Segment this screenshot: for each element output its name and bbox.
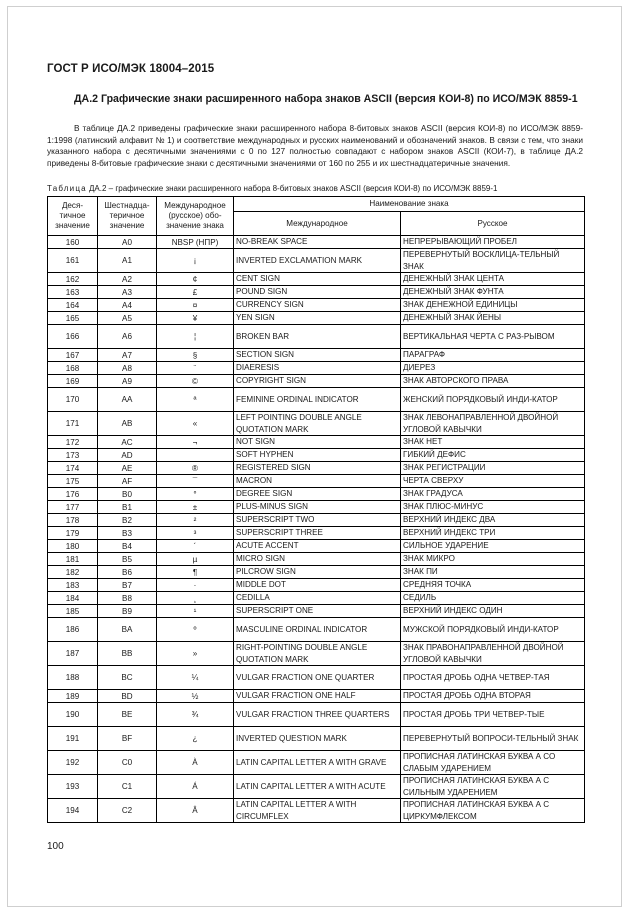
cell-hex: AD: [98, 449, 157, 462]
cell-russian: ДЕНЕЖНЫЙ ЗНАК ЙЕНЫ: [401, 312, 585, 325]
table-row: [48, 501, 585, 514]
cell-russian: ВЕРХНИЙ ИНДЕКС ОДИН: [401, 605, 585, 618]
table-row: [48, 488, 585, 501]
cell-international: MACRON: [234, 475, 401, 488]
cell-hex: A2: [98, 273, 157, 286]
cell-hex: BA: [98, 618, 157, 642]
table-row: [48, 592, 585, 605]
cell-symbol: °: [157, 488, 234, 501]
cell-decimal: 175: [48, 475, 98, 488]
cell-decimal: 163: [48, 286, 98, 299]
table-row: [48, 751, 585, 775]
cell-russian: ПРОПИСНАЯ ЛАТИНСКАЯ БУКВА А СО СЛАБЫМ УДАРЕНИЕМ: [401, 751, 585, 775]
cell-symbol: ¦: [157, 325, 234, 349]
cell-hex: A6: [98, 325, 157, 349]
cell-hex: A7: [98, 349, 157, 362]
cell-russian: МУЖСКОЙ ПОРЯДКОВЫЙ ИНДИ-КАТОР: [401, 618, 585, 642]
cell-hex: A1: [98, 249, 157, 273]
cell-russian: ПРОСТАЯ ДРОБЬ ОДНА ЧЕТВЕР-ТАЯ: [401, 666, 585, 690]
cell-hex: A0: [98, 236, 157, 249]
cell-international: SECTION SIGN: [234, 349, 401, 362]
cell-international: VULGAR FRACTION THREE QUARTERS: [234, 703, 401, 727]
cell-symbol: ¢: [157, 273, 234, 286]
cell-hex: C1: [98, 775, 157, 799]
cell-russian: ЖЕНСКИЙ ПОРЯДКОВЫЙ ИНДИ-КАТОР: [401, 388, 585, 412]
cell-symbol: º: [157, 618, 234, 642]
cell-symbol: «: [157, 412, 234, 436]
cell-symbol: [157, 449, 234, 462]
cell-decimal: 161: [48, 249, 98, 273]
cell-decimal: 190: [48, 703, 98, 727]
cell-hex: A3: [98, 286, 157, 299]
cell-decimal: 182: [48, 566, 98, 579]
table-row: [48, 566, 585, 579]
cell-international: REGISTERED SIGN: [234, 462, 401, 475]
cell-international: INVERTED EXCLAMATION MARK: [234, 249, 401, 273]
table-row: [48, 579, 585, 592]
cell-decimal: 179: [48, 527, 98, 540]
table-row: [48, 436, 585, 449]
cell-decimal: 189: [48, 690, 98, 703]
cell-hex: B8: [98, 592, 157, 605]
table-row: [48, 727, 585, 751]
intro-paragraph: В таблице ДА.2 приведены графические знаки расширенного набора 8-битовых знаков ASCII (версия КОИ-8) по ИСО/МЭК 8859-1:1998 (латинский алфавит № 1) и соответствие международных и русских наименований и обозначений знаков. В связи с тем, что знаки указанного набора с десятичными значениями с 0 по 127 полностью совпадают с набором знаков ASCII (КОИ-7), в таблице ДА.2 приведены 8-битовые графические знаки с десятичными значениями от 160 по 255 и их шестнадцатеричные значения.: [47, 123, 583, 168]
table-row: [48, 325, 585, 349]
intro-text: [47, 123, 583, 169]
cell-hex: B1: [98, 501, 157, 514]
table-row: [48, 388, 585, 412]
cell-symbol: ¤: [157, 299, 234, 312]
cell-russian: ДЕНЕЖНЫЙ ЗНАК ЦЕНТА: [401, 273, 585, 286]
cell-hex: BB: [98, 642, 157, 666]
table-row: [48, 412, 585, 436]
table-row: [48, 475, 585, 488]
caption-prefix: Таблица: [47, 184, 87, 193]
table-row: [48, 775, 585, 799]
header-name-group: Наименование знака: [234, 197, 585, 212]
cell-symbol: ®: [157, 462, 234, 475]
cell-russian: ПРОПИСНАЯ ЛАТИНСКАЯ БУКВА А С СИЛЬНЫМ УДАРЕНИЕМ: [401, 775, 585, 799]
cell-symbol: ¿: [157, 727, 234, 751]
cell-hex: B3: [98, 527, 157, 540]
table-body: [48, 236, 585, 823]
table-row: [48, 514, 585, 527]
cell-international: BROKEN BAR: [234, 325, 401, 349]
table-row: [48, 642, 585, 666]
page-number: 100: [47, 841, 64, 852]
cell-russian: ЗНАК ПИ: [401, 566, 585, 579]
cell-russian: ЗНАК ПЛЮС-МИНУС: [401, 501, 585, 514]
cell-russian: ЗНАК НЕТ: [401, 436, 585, 449]
cell-international: CENT SIGN: [234, 273, 401, 286]
cell-decimal: 171: [48, 412, 98, 436]
cell-international: MASCULINE ORDINAL INDICATOR: [234, 618, 401, 642]
cell-russian: СРЕДНЯЯ ТОЧКА: [401, 579, 585, 592]
cell-hex: C2: [98, 799, 157, 823]
cell-symbol: ¬: [157, 436, 234, 449]
cell-international: NOT SIGN: [234, 436, 401, 449]
cell-international: PLUS-MINUS SIGN: [234, 501, 401, 514]
cell-decimal: 170: [48, 388, 98, 412]
table-row: [48, 462, 585, 475]
cell-international: ACUTE ACCENT: [234, 540, 401, 553]
cell-russian: ГИБКИЙ ДЕФИС: [401, 449, 585, 462]
cell-decimal: 187: [48, 642, 98, 666]
cell-hex: BF: [98, 727, 157, 751]
cell-hex: B7: [98, 579, 157, 592]
cell-international: LATIN CAPITAL LETTER A WITH GRAVE: [234, 751, 401, 775]
table-row: [48, 618, 585, 642]
table-row: [48, 362, 585, 375]
cell-decimal: 186: [48, 618, 98, 642]
cell-international: SOFT HYPHEN: [234, 449, 401, 462]
cell-international: PILCROW SIGN: [234, 566, 401, 579]
cell-decimal: 167: [48, 349, 98, 362]
cell-symbol: ¾: [157, 703, 234, 727]
cell-russian: ПЕРЕВЕРНУТЫЙ ВОПРОСИ-ТЕЛЬНЫЙ ЗНАК: [401, 727, 585, 751]
cell-russian: ДЕНЕЖНЫЙ ЗНАК ФУНТА: [401, 286, 585, 299]
cell-hex: B5: [98, 553, 157, 566]
table-row: [48, 449, 585, 462]
header-russian: Русское: [401, 212, 585, 236]
document-header: ГОСТ Р ИСО/МЭК 18004–2015: [47, 63, 215, 75]
cell-russian: ПЕРЕВЕРНУТЫЙ ВОСКЛИЦА-ТЕЛЬНЫЙ ЗНАК: [401, 249, 585, 273]
cell-russian: ПРОСТАЯ ДРОБЬ ОДНА ВТОРАЯ: [401, 690, 585, 703]
cell-russian: ВЕРХНИЙ ИНДЕКС ДВА: [401, 514, 585, 527]
cell-decimal: 185: [48, 605, 98, 618]
cell-hex: AE: [98, 462, 157, 475]
cell-hex: A8: [98, 362, 157, 375]
table-row: [48, 605, 585, 618]
cell-international: LATIN CAPITAL LETTER A WITH ACUTE: [234, 775, 401, 799]
cell-symbol: ¡: [157, 249, 234, 273]
cell-international: DEGREE SIGN: [234, 488, 401, 501]
cell-russian: СИЛЬНОЕ УДАРЕНИЕ: [401, 540, 585, 553]
cell-international: DIAERESIS: [234, 362, 401, 375]
cell-russian: ЗНАК ДЕНЕЖНОЙ ЕДИНИЦЫ: [401, 299, 585, 312]
cell-international: COPYRIGHT SIGN: [234, 375, 401, 388]
cell-international: CEDILLA: [234, 592, 401, 605]
cell-symbol: ´: [157, 540, 234, 553]
table-row: [48, 375, 585, 388]
cell-symbol: Á: [157, 775, 234, 799]
cell-russian: ПРОСТАЯ ДРОБЬ ТРИ ЧЕТВЕР-ТЫЕ: [401, 703, 585, 727]
header-decimal: Деся-тичное значение: [48, 197, 98, 236]
cell-symbol: »: [157, 642, 234, 666]
cell-hex: A9: [98, 375, 157, 388]
cell-decimal: 194: [48, 799, 98, 823]
cell-russian: ЗНАК ГРАДУСА: [401, 488, 585, 501]
cell-decimal: 173: [48, 449, 98, 462]
cell-decimal: 177: [48, 501, 98, 514]
cell-symbol: ¸: [157, 592, 234, 605]
cell-decimal: 162: [48, 273, 98, 286]
cell-hex: C0: [98, 751, 157, 775]
cell-decimal: 160: [48, 236, 98, 249]
cell-decimal: 168: [48, 362, 98, 375]
cell-international: INVERTED QUESTION MARK: [234, 727, 401, 751]
cell-decimal: 181: [48, 553, 98, 566]
table-row: [48, 540, 585, 553]
cell-symbol: ¼: [157, 666, 234, 690]
table-row: [48, 349, 585, 362]
cell-symbol: Â: [157, 799, 234, 823]
cell-russian: ВЕРХНИЙ ИНДЕКС ТРИ: [401, 527, 585, 540]
cell-russian: НЕПРЕРЫВАЮЩИЙ ПРОБЕЛ: [401, 236, 585, 249]
cell-hex: AC: [98, 436, 157, 449]
cell-hex: B6: [98, 566, 157, 579]
cell-russian: СЕДИЛЬ: [401, 592, 585, 605]
table-row: [48, 312, 585, 325]
cell-russian: ЗНАК РЕГИСТРАЦИИ: [401, 462, 585, 475]
cell-symbol: ¶: [157, 566, 234, 579]
cell-hex: B9: [98, 605, 157, 618]
cell-international: SUPERSCRIPT ONE: [234, 605, 401, 618]
cell-decimal: 178: [48, 514, 98, 527]
cell-hex: A4: [98, 299, 157, 312]
cell-symbol: ·: [157, 579, 234, 592]
cell-hex: B2: [98, 514, 157, 527]
cell-international: VULGAR FRACTION ONE HALF: [234, 690, 401, 703]
cell-russian: ЧЕРТА СВЕРХУ: [401, 475, 585, 488]
header-international: Международное: [234, 212, 401, 236]
cell-international: SUPERSCRIPT THREE: [234, 527, 401, 540]
cell-symbol: ½: [157, 690, 234, 703]
table-row: [48, 299, 585, 312]
cell-decimal: 188: [48, 666, 98, 690]
cell-russian: ПАРАГРАФ: [401, 349, 585, 362]
table-row: [48, 286, 585, 299]
cell-hex: B4: [98, 540, 157, 553]
cell-international: SUPERSCRIPT TWO: [234, 514, 401, 527]
cell-international: MICRO SIGN: [234, 553, 401, 566]
cell-decimal: 191: [48, 727, 98, 751]
cell-international: FEMININE ORDINAL INDICATOR: [234, 388, 401, 412]
table-row: [48, 553, 585, 566]
cell-decimal: 180: [48, 540, 98, 553]
cell-symbol: ²: [157, 514, 234, 527]
cell-russian: ЗНАК МИКРО: [401, 553, 585, 566]
cell-decimal: 184: [48, 592, 98, 605]
cell-hex: BE: [98, 703, 157, 727]
cell-decimal: 166: [48, 325, 98, 349]
cell-hex: B0: [98, 488, 157, 501]
table-row: [48, 527, 585, 540]
cell-international: POUND SIGN: [234, 286, 401, 299]
cell-decimal: 183: [48, 579, 98, 592]
caption-text: ДА.2 – графические знаки расширенного набора 8-битовых знаков ASCII (версия КОИ-8) по ИСО/МЭК 8859-1: [86, 184, 498, 193]
cell-hex: AF: [98, 475, 157, 488]
cell-international: RIGHT-POINTING DOUBLE ANGLE QUOTATION MARK: [234, 642, 401, 666]
table-row: [48, 690, 585, 703]
header-designation: Международное (русское) обо-значение знака: [157, 197, 234, 236]
cell-international: LATIN CAPITAL LETTER A WITH CIRCUMFLEX: [234, 799, 401, 823]
table-row: [48, 236, 585, 249]
cell-russian: ЗНАК ПРАВОНАПРАВЛЕННОЙ ДВОЙНОЙ УГЛОВОЙ КАВЫЧКИ: [401, 642, 585, 666]
table-row: [48, 273, 585, 286]
cell-hex: A5: [98, 312, 157, 325]
table-row: [48, 799, 585, 823]
table-row: [48, 703, 585, 727]
cell-russian: ПРОПИСНАЯ ЛАТИНСКАЯ БУКВА А С ЦИРКУМФЛЕКСОМ: [401, 799, 585, 823]
cell-decimal: 176: [48, 488, 98, 501]
cell-symbol: ¥: [157, 312, 234, 325]
cell-decimal: 172: [48, 436, 98, 449]
cell-symbol: ³: [157, 527, 234, 540]
cell-russian: ВЕРТИКАЛЬНАЯ ЧЕРТА С РАЗ-РЫВОМ: [401, 325, 585, 349]
cell-decimal: 164: [48, 299, 98, 312]
cell-hex: AA: [98, 388, 157, 412]
character-table: [47, 196, 585, 823]
cell-decimal: 193: [48, 775, 98, 799]
cell-international: LEFT POINTING DOUBLE ANGLE QUOTATION MARK: [234, 412, 401, 436]
cell-international: VULGAR FRACTION ONE QUARTER: [234, 666, 401, 690]
cell-international: NO-BREAK SPACE: [234, 236, 401, 249]
cell-symbol: §: [157, 349, 234, 362]
cell-russian: ЗНАК ЛЕВОНАПРАВЛЕННОЙ ДВОЙНОЙ УГЛОВОЙ КАВЫЧКИ: [401, 412, 585, 436]
cell-symbol: £: [157, 286, 234, 299]
cell-symbol: ¨: [157, 362, 234, 375]
section-title: ДА.2 Графические знаки расширенного набора знаков ASCII (версия КОИ-8) по ИСО/МЭК 8859-1: [74, 93, 578, 105]
cell-symbol: ª: [157, 388, 234, 412]
cell-symbol: ±: [157, 501, 234, 514]
cell-decimal: 174: [48, 462, 98, 475]
cell-symbol: µ: [157, 553, 234, 566]
cell-symbol: À: [157, 751, 234, 775]
cell-symbol: NBSP (НПР): [157, 236, 234, 249]
cell-hex: AB: [98, 412, 157, 436]
header-hex: Шестнадца-теричное значение: [98, 197, 157, 236]
cell-decimal: 192: [48, 751, 98, 775]
cell-symbol: ¯: [157, 475, 234, 488]
cell-hex: BC: [98, 666, 157, 690]
cell-international: YEN SIGN: [234, 312, 401, 325]
table-row: [48, 666, 585, 690]
table-row: [48, 249, 585, 273]
cell-russian: ДИЕРЕЗ: [401, 362, 585, 375]
table-caption: [47, 184, 592, 193]
cell-decimal: 169: [48, 375, 98, 388]
cell-international: MIDDLE DOT: [234, 579, 401, 592]
cell-symbol: ¹: [157, 605, 234, 618]
cell-hex: BD: [98, 690, 157, 703]
cell-international: CURRENCY SIGN: [234, 299, 401, 312]
cell-russian: ЗНАК АВТОРСКОГО ПРАВА: [401, 375, 585, 388]
cell-symbol: ©: [157, 375, 234, 388]
cell-decimal: 165: [48, 312, 98, 325]
